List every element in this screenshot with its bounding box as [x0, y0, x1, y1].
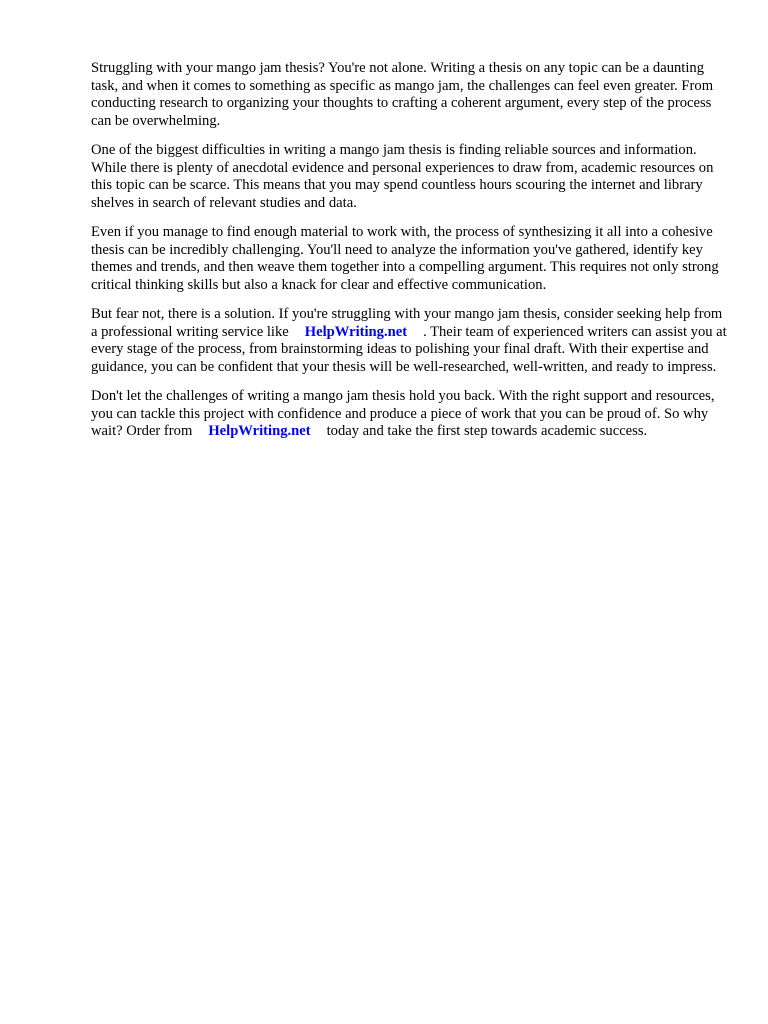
paragraph-5	[91, 388, 731, 441]
paragraph-5-text-before: Don't let the challenges of writing a mango jam thesis hold you back. With the right support and resources, you can tackle this project with confidence and produce a piece of work that you can be proud of. So why wait? Order from	[91, 388, 715, 439]
paragraph-3: Even if you manage to find enough material to work with, the process of synthesizing it all into a cohesive thesis can be incredibly challenging. You'll need to analyze the information you've gathered, identify key themes and trends, and then weave them together into a compelling argument. This requires not only strong critical thinking skills but also a knack for clear and effective communication.	[91, 224, 719, 293]
paragraph-4	[91, 306, 731, 376]
paragraph-4-text-after: . Their team of experienced writers can assist you at every stage of the process, from brainstorming ideas to polishing your final draft. With their expertise and guidance, you can be confident that your thesis will be well-researched, well-written, and ready to impress.	[91, 323, 727, 375]
paragraph-5-text-after: today and take the first step towards academic success.	[326, 423, 648, 439]
helpwriting-link[interactable]: HelpWriting.net	[208, 423, 311, 439]
paragraph-2: One of the biggest difficulties in writing a mango jam thesis is finding reliable sources and information. While there is plenty of anecdotal evidence and personal experiences to draw from, academic resources on this topic can be scarce. This means that you may spend countless hours scouring the internet and library shelves in search of relevant studies and data.	[91, 142, 714, 211]
paragraph-1: Struggling with your mango jam thesis? You're not alone. Writing a thesis on any topic can be a daunting task, and when it comes to something as specific as mango jam, the challenges can feel even greater. From conducting research to organizing your thoughts to crafting a coherent argument, every step of the process can be overwhelming.	[91, 60, 714, 129]
document-body	[91, 60, 731, 453]
helpwriting-link[interactable]: HelpWriting.net	[304, 323, 408, 340]
paragraph-4-text-before: But fear not, there is a solution. If you're struggling with your mango jam thesis, consider seeking help from a professional writing service like	[91, 306, 723, 340]
